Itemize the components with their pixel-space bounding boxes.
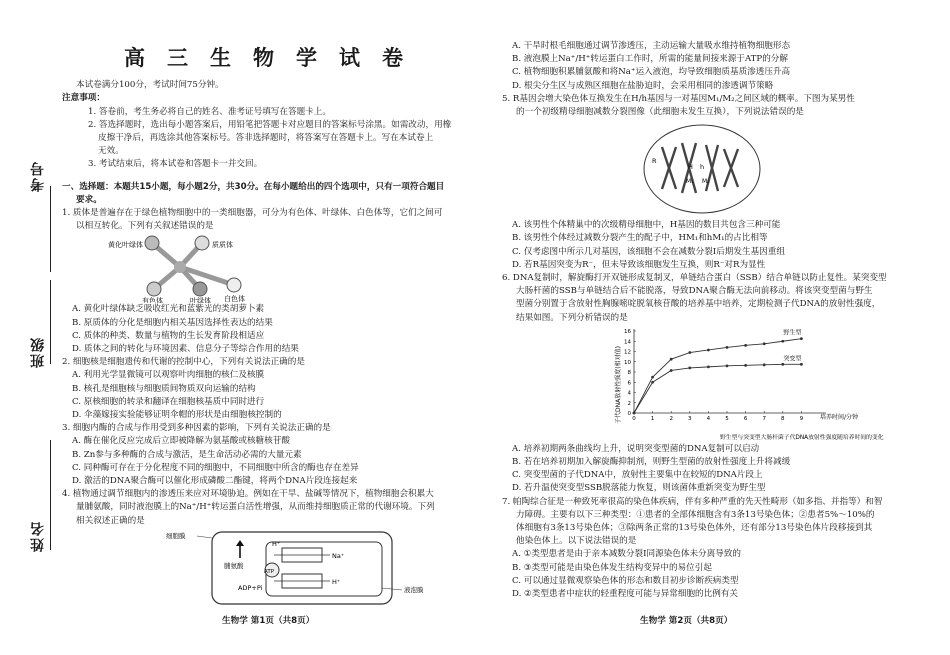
- question-1-stem: 1. 质体是普遍存在于绿色植物细胞中的一类细胞器，可分为有色体、叶绿体、白色体等，它们之间可: [62, 208, 443, 219]
- notice-line: 1. 答卷前，考生务必将自己的姓名、准考证号填写在答题卡上。: [88, 106, 331, 117]
- option-line: C. 植物细胞积累脯氨酸和将Na⁺运入液泡，均导致细胞质基质渗透压升高: [512, 67, 791, 78]
- option-line: C. 同种酶可存在于分化程度不同的细胞中，不同细胞中所含的酶也存在差异: [72, 462, 359, 473]
- chart-x-tick-label: 5: [725, 415, 729, 422]
- option-line: A. 培养初期两条曲线均上升，说明突变型菌的DNA复制可以启动: [512, 443, 760, 454]
- chart-point: [726, 346, 729, 349]
- option-line: B. Zn参与多种酶的合成与激活，是生命活动必需的大量元素: [72, 449, 302, 460]
- option-line: B. 核孔是细胞核与细胞质间物质双向运输的结构: [72, 383, 256, 394]
- chart-series-line: [634, 339, 801, 413]
- chart-series-line: [634, 364, 801, 413]
- question-7-stem: 他染色体上。以下说法错误的是: [516, 536, 637, 547]
- label-leucoplast: 白色体: [224, 295, 245, 304]
- option-line: D. 质体之间的转化与环境因素、信息分子等综合作用的结果: [72, 344, 299, 355]
- chart-x-tick-label: 6: [743, 415, 748, 422]
- chart-y-tick-label: 0: [627, 410, 631, 417]
- question-5-stem: 的一个初级精母细胞减数分裂图像（此细胞未发生互换），下列说法错误的是: [516, 107, 804, 118]
- meiosis-diagram: [502, 119, 934, 219]
- question-2-stem: 2. 细胞核是细胞遗传和代谢的控制中心，下列有关说法正确的是: [62, 357, 305, 368]
- label-adp-pi: ADP+Pi: [238, 583, 263, 592]
- plastid-figure: [62, 233, 467, 303]
- notice-line: 皮擦干净后，再选涂其他答案标号。答非选择题时，将答案写在答题卡上。写在本试卷上: [98, 133, 434, 144]
- notice-title: 注意事项：: [62, 93, 105, 104]
- gene-m1: M₁: [686, 178, 694, 186]
- question-4-stem: 量脯氨酸，同时液泡膜上的Na⁺/H⁺转运蛋白活性增强，从而维持细胞质正常的代谢环境。下列: [76, 502, 435, 513]
- chart-point: [688, 351, 691, 354]
- chart-point: [744, 344, 747, 347]
- chart-y-tick-label: 16: [624, 328, 631, 335]
- dna-radioactivity-chart: [502, 325, 934, 443]
- plastid-diagram: [62, 233, 467, 303]
- chart-x-tick-label: 8: [781, 415, 785, 422]
- class-label: 班级: [30, 336, 46, 368]
- dna-chart-figure: [502, 325, 934, 443]
- label-vacuole-membrane: 液泡膜: [404, 585, 424, 594]
- section-title-cont: 要求。: [76, 194, 102, 205]
- chart-x-tick-label: 4: [706, 415, 711, 422]
- chart-point: [651, 376, 654, 379]
- option-line: D. ②类型患者中症状的轻重程度可能与异常细胞的比例有关: [512, 589, 739, 600]
- exam-number-line: [50, 186, 51, 272]
- option-line: B. 若在培养初期加入解旋酶抑制剂，则野生型菌的放射性强度上升将减缓: [512, 457, 791, 468]
- label-proline: 脯氨酸: [224, 561, 244, 570]
- option-line: C. 原核细胞的转录和翻译在细胞核基质中同时进行: [72, 396, 265, 407]
- left-footer: 生物学 第1页（共8页）: [222, 616, 315, 626]
- chart-point: [651, 381, 654, 384]
- right-footer: 生物学 第2页（共8页）: [640, 616, 733, 626]
- chart-series-label: 突变型: [783, 355, 802, 363]
- chart-y-tick-label: 2: [627, 400, 631, 407]
- binding-strip: [0, 0, 62, 655]
- label-atp: ATP: [264, 568, 275, 575]
- chart-y-tick-label: 14: [624, 339, 631, 346]
- meiosis-figure: [502, 119, 934, 219]
- chart-x-tick-label: 9: [799, 415, 804, 422]
- chart-x-tick-label: 2: [669, 415, 673, 422]
- option-line: A. ①类型患者是由于亲本减数分裂Ⅰ同源染色体未分离导致的: [512, 549, 742, 560]
- section-title: 一、选择题：本题共15小题，每小题2分，共30分。在每小题给出的四个选项中，只有一项符合题目: [62, 181, 445, 192]
- option-line: A. 黄化叶绿体缺乏吸收红光和蓝紫光的类胡萝卜素: [72, 304, 265, 315]
- exam-number-label: 考号: [30, 160, 46, 192]
- chart-point: [800, 337, 803, 340]
- chart-series-label: 野生型: [783, 329, 802, 337]
- question-6-stem: 大肠杆菌的SSB与单链结合后不能脱落，导致DNA聚合酶无法向前移动。将该突变型菌与野生: [516, 286, 873, 297]
- chart-y-tick-label: 12: [624, 349, 631, 356]
- chart-point: [763, 342, 766, 345]
- label-h-plus-1: H⁺: [272, 539, 281, 548]
- chart-y-axis-label: 子代DNA放射性强度(相对值): [615, 345, 622, 424]
- chart-y-tick-label: 6: [627, 380, 631, 387]
- label-chloroplast: 叶绿体: [190, 297, 211, 304]
- cell-transport-diagram: [62, 528, 467, 608]
- chart-y-tick-label: 4: [627, 390, 631, 397]
- option-line: D. 激活的DNA聚合酶可以催化形成磷酸二酯键，将两个DNA片段连接起来: [72, 476, 358, 487]
- option-line: A. 该男性个体精巢中的次级精母细胞中，H基因的数目共包含三种可能: [512, 220, 781, 231]
- chart-x-tick-label: 3: [688, 415, 692, 422]
- right-column: [502, 40, 934, 601]
- chart-point: [726, 364, 729, 367]
- chart-y-tick-label: 10: [624, 359, 631, 366]
- chart-point: [781, 363, 784, 366]
- chart-y-tick-label: 8: [627, 369, 631, 376]
- left-column: [62, 0, 467, 608]
- chart-point: [633, 411, 636, 414]
- chart-point: [670, 369, 673, 372]
- option-line: D. 若R基因突变为R⁻，但未导致该细胞发生互换，则R⁻对R为显性: [512, 259, 766, 270]
- notice-line: 2. 答选择题时，选出每小题答案后，用铅笔把答题卡对应题目的答案标号涂黑。如需改动，用橡: [88, 119, 452, 130]
- gene-r: R: [652, 157, 657, 166]
- option-line: C. 仅考虑图中所示几对基因，该细胞不会在减数分裂Ⅰ后期发生基因重组: [512, 246, 785, 257]
- option-line: B. 该男性个体经过减数分裂产生的配子中，HM₁和hM₁的占比相等: [512, 233, 768, 244]
- question-1-stem: 以相互转化。下列有关叙述错误的是: [76, 221, 214, 232]
- chart-point: [763, 363, 766, 366]
- label-na-plus: Na⁺: [332, 551, 345, 560]
- name-line: [50, 440, 51, 550]
- question-6-stem: 结果如图。下列分析错误的是: [516, 312, 628, 323]
- gene-h: H: [688, 163, 693, 172]
- chart-point: [744, 364, 747, 367]
- question-6-stem: 6. DNA复制时，解旋酶打开双链形成复制叉，单链结合蛋白（SSB）结合单链以防止复性。某突变型: [502, 273, 887, 284]
- option-line: D. 根尖分生区与成熟区细胞在盐胁迫时，会采用相同的渗透调节策略: [512, 80, 774, 91]
- question-3-stem: 3. 细胞内酶的合成与作用受到多种因素的影响，下列有关说法正确的是: [62, 423, 331, 434]
- option-line: B. 原质体的分化是细胞内相关基因选择性表达的结果: [72, 317, 273, 328]
- name-label: 姓名: [30, 520, 46, 552]
- notice-line: 无效。: [98, 146, 124, 157]
- chart-point: [707, 348, 710, 351]
- option-line: B. 液泡膜上Na⁺/H⁺转运蛋白工作时，所需的能量间接来源于ATP的分解: [512, 54, 788, 65]
- option-line: D. 伞藻嫁接实验能够证明伞帽的形状是由细胞核控制的: [72, 410, 282, 421]
- chart-caption: 野生型与突变型大肠杆菌子代DNA放射性强度随培养时间的变化: [720, 434, 884, 441]
- label-etioplast: 质质体: [212, 241, 233, 250]
- option-line: A. 干旱时根毛细胞通过调节渗透压，主动运输大量吸水维持植物细胞形态: [512, 41, 791, 51]
- question-5-stem: 5. R基因会增大染色体互换发生在H/h基因与一对基因M₁/M₂之间区域的概率。下图为某男性: [502, 93, 855, 104]
- option-line: D. 若升温使突变型SSB脱落能力恢复，则该菌体重新突变为野生型: [512, 483, 766, 494]
- option-line: B. ③类型可能是由染色体发生结构变异中的易位引起: [512, 562, 712, 573]
- option-line: C. 突变型菌的子代DNA中，放射性主要集中在较短的DNA片段上: [512, 470, 763, 481]
- label-cell-membrane: 细胞膜: [166, 531, 186, 540]
- chart-point: [781, 340, 784, 343]
- question-7-stem: 7. 帕陶综合征是一种致死率很高的染色体疾病，伴有多种严重的先天性畸形（如多指、并指等）和智: [502, 496, 883, 507]
- question-4-stem: 4. 植物通过调节细胞内的渗透压来应对环境胁迫。例如在干旱、盐碱等情况下，植物细胞会积累大: [62, 489, 434, 500]
- question-7-stem: 力障碍。主要有以下三种类型：①患者的全部体细胞含有3条13号染色体；②患者5%～10%的: [516, 509, 875, 520]
- question-7-stem: 体细胞有3条13号染色体；③除两条正常的13号染色体外，还有部分13号染色体片段移接到其: [516, 523, 873, 534]
- label-chromoplast: 有色体: [142, 297, 163, 304]
- page-title: 高三生物学试卷: [124, 46, 425, 70]
- chart-point: [707, 365, 710, 368]
- gene-m2: M₂: [702, 178, 710, 186]
- option-line: C. 可以通过显微观察染色体的形态和数目初步诊断疾病类型: [512, 575, 739, 586]
- option-line: A. 酶在催化反应完成后立即被降解为氨基酸或核糖核苷酸: [72, 436, 290, 447]
- option-line: C. 质体的种类、数量与植物的生长发育阶段相适应: [72, 330, 265, 341]
- cell-transport-figure: [62, 528, 467, 608]
- score-line: 本试卷满分100分，考试时间75分钟。: [76, 80, 224, 91]
- label-h-plus-2: H⁺: [332, 577, 341, 586]
- chart-x-tick-label: 7: [762, 415, 766, 422]
- label-yellow-chloroplast: 黄化叶绿体: [108, 241, 143, 250]
- notice-line: 3. 考试结束后，将本试卷和答题卡一并交回。: [88, 159, 263, 170]
- question-6-stem: 型菌分别置于含放射性胸腺嘧啶脱氧核苷酸的培养基中培养，定期检测子代DNA的放射性强度，: [516, 299, 881, 310]
- gene-h-lower: h: [700, 163, 705, 172]
- question-4-stem: 相关叙述正确的是: [76, 515, 145, 526]
- chart-x-tick-label: 1: [650, 415, 655, 422]
- chart-point: [800, 363, 803, 366]
- class-line: [50, 280, 51, 364]
- chart-point: [688, 366, 691, 369]
- chart-point: [670, 358, 673, 361]
- chart-x-axis-label: 培养时间/分钟: [820, 413, 859, 421]
- option-line: A. 利用光学显微镜可以观察叶肉细胞的核仁及核膜: [72, 370, 265, 381]
- chart-x-tick-label: 0: [632, 415, 636, 422]
